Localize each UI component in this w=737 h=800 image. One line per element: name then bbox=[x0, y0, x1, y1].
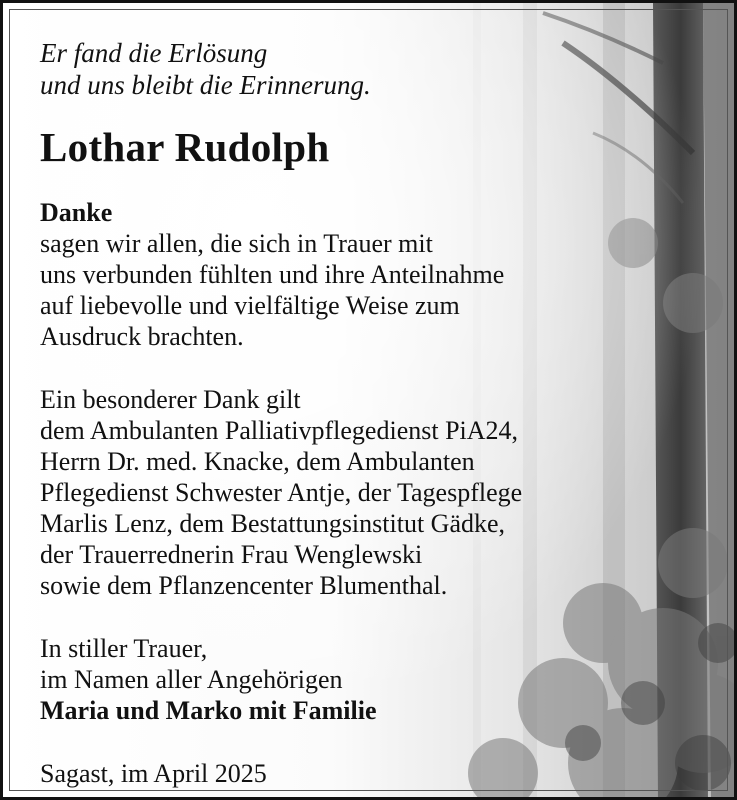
mourning-line: In stiller Trauer, bbox=[40, 634, 208, 663]
family-signature: Maria und Marko mit Familie bbox=[40, 696, 377, 725]
mourning-line: im Namen aller Angehörigen bbox=[40, 665, 343, 694]
motto-line: Er fand die Erlösung bbox=[40, 38, 268, 68]
special-thanks-line: Ein besonderer Dank gilt bbox=[40, 385, 301, 414]
special-thanks-line: Marlis Lenz, dem Bestattungsinstitut Gädke, bbox=[40, 509, 506, 538]
thanks-heading: Danke bbox=[40, 198, 113, 227]
special-thanks-line: Herrn Dr. med. Knacke, dem Ambulanten bbox=[40, 447, 475, 476]
motto-line: und uns bleibt die Erinnerung. bbox=[40, 70, 371, 100]
notice-text-block bbox=[40, 37, 680, 789]
thanks-line: uns verbunden fühlten und ihre Anteilnahme bbox=[40, 260, 505, 289]
special-thanks-line: Pflegedienst Schwester Antje, der Tagespflege bbox=[40, 478, 523, 507]
special-thanks-line: sowie dem Pflanzencenter Blumenthal. bbox=[40, 571, 448, 600]
special-thanks-line: dem Ambulanten Palliativpflegedienst PiA24, bbox=[40, 416, 519, 445]
deceased-name: Lothar Rudolph bbox=[40, 124, 330, 170]
thanks-line: Ausdruck brachten. bbox=[40, 322, 244, 351]
special-thanks-line: der Trauerrednerin Frau Wenglewski bbox=[40, 540, 423, 569]
thanks-line: sagen wir allen, die sich in Trauer mit bbox=[40, 229, 433, 258]
thanks-line: auf liebevolle und vielfältige Weise zum bbox=[40, 291, 460, 320]
place-date: Sagast, im April 2025 bbox=[40, 759, 267, 788]
